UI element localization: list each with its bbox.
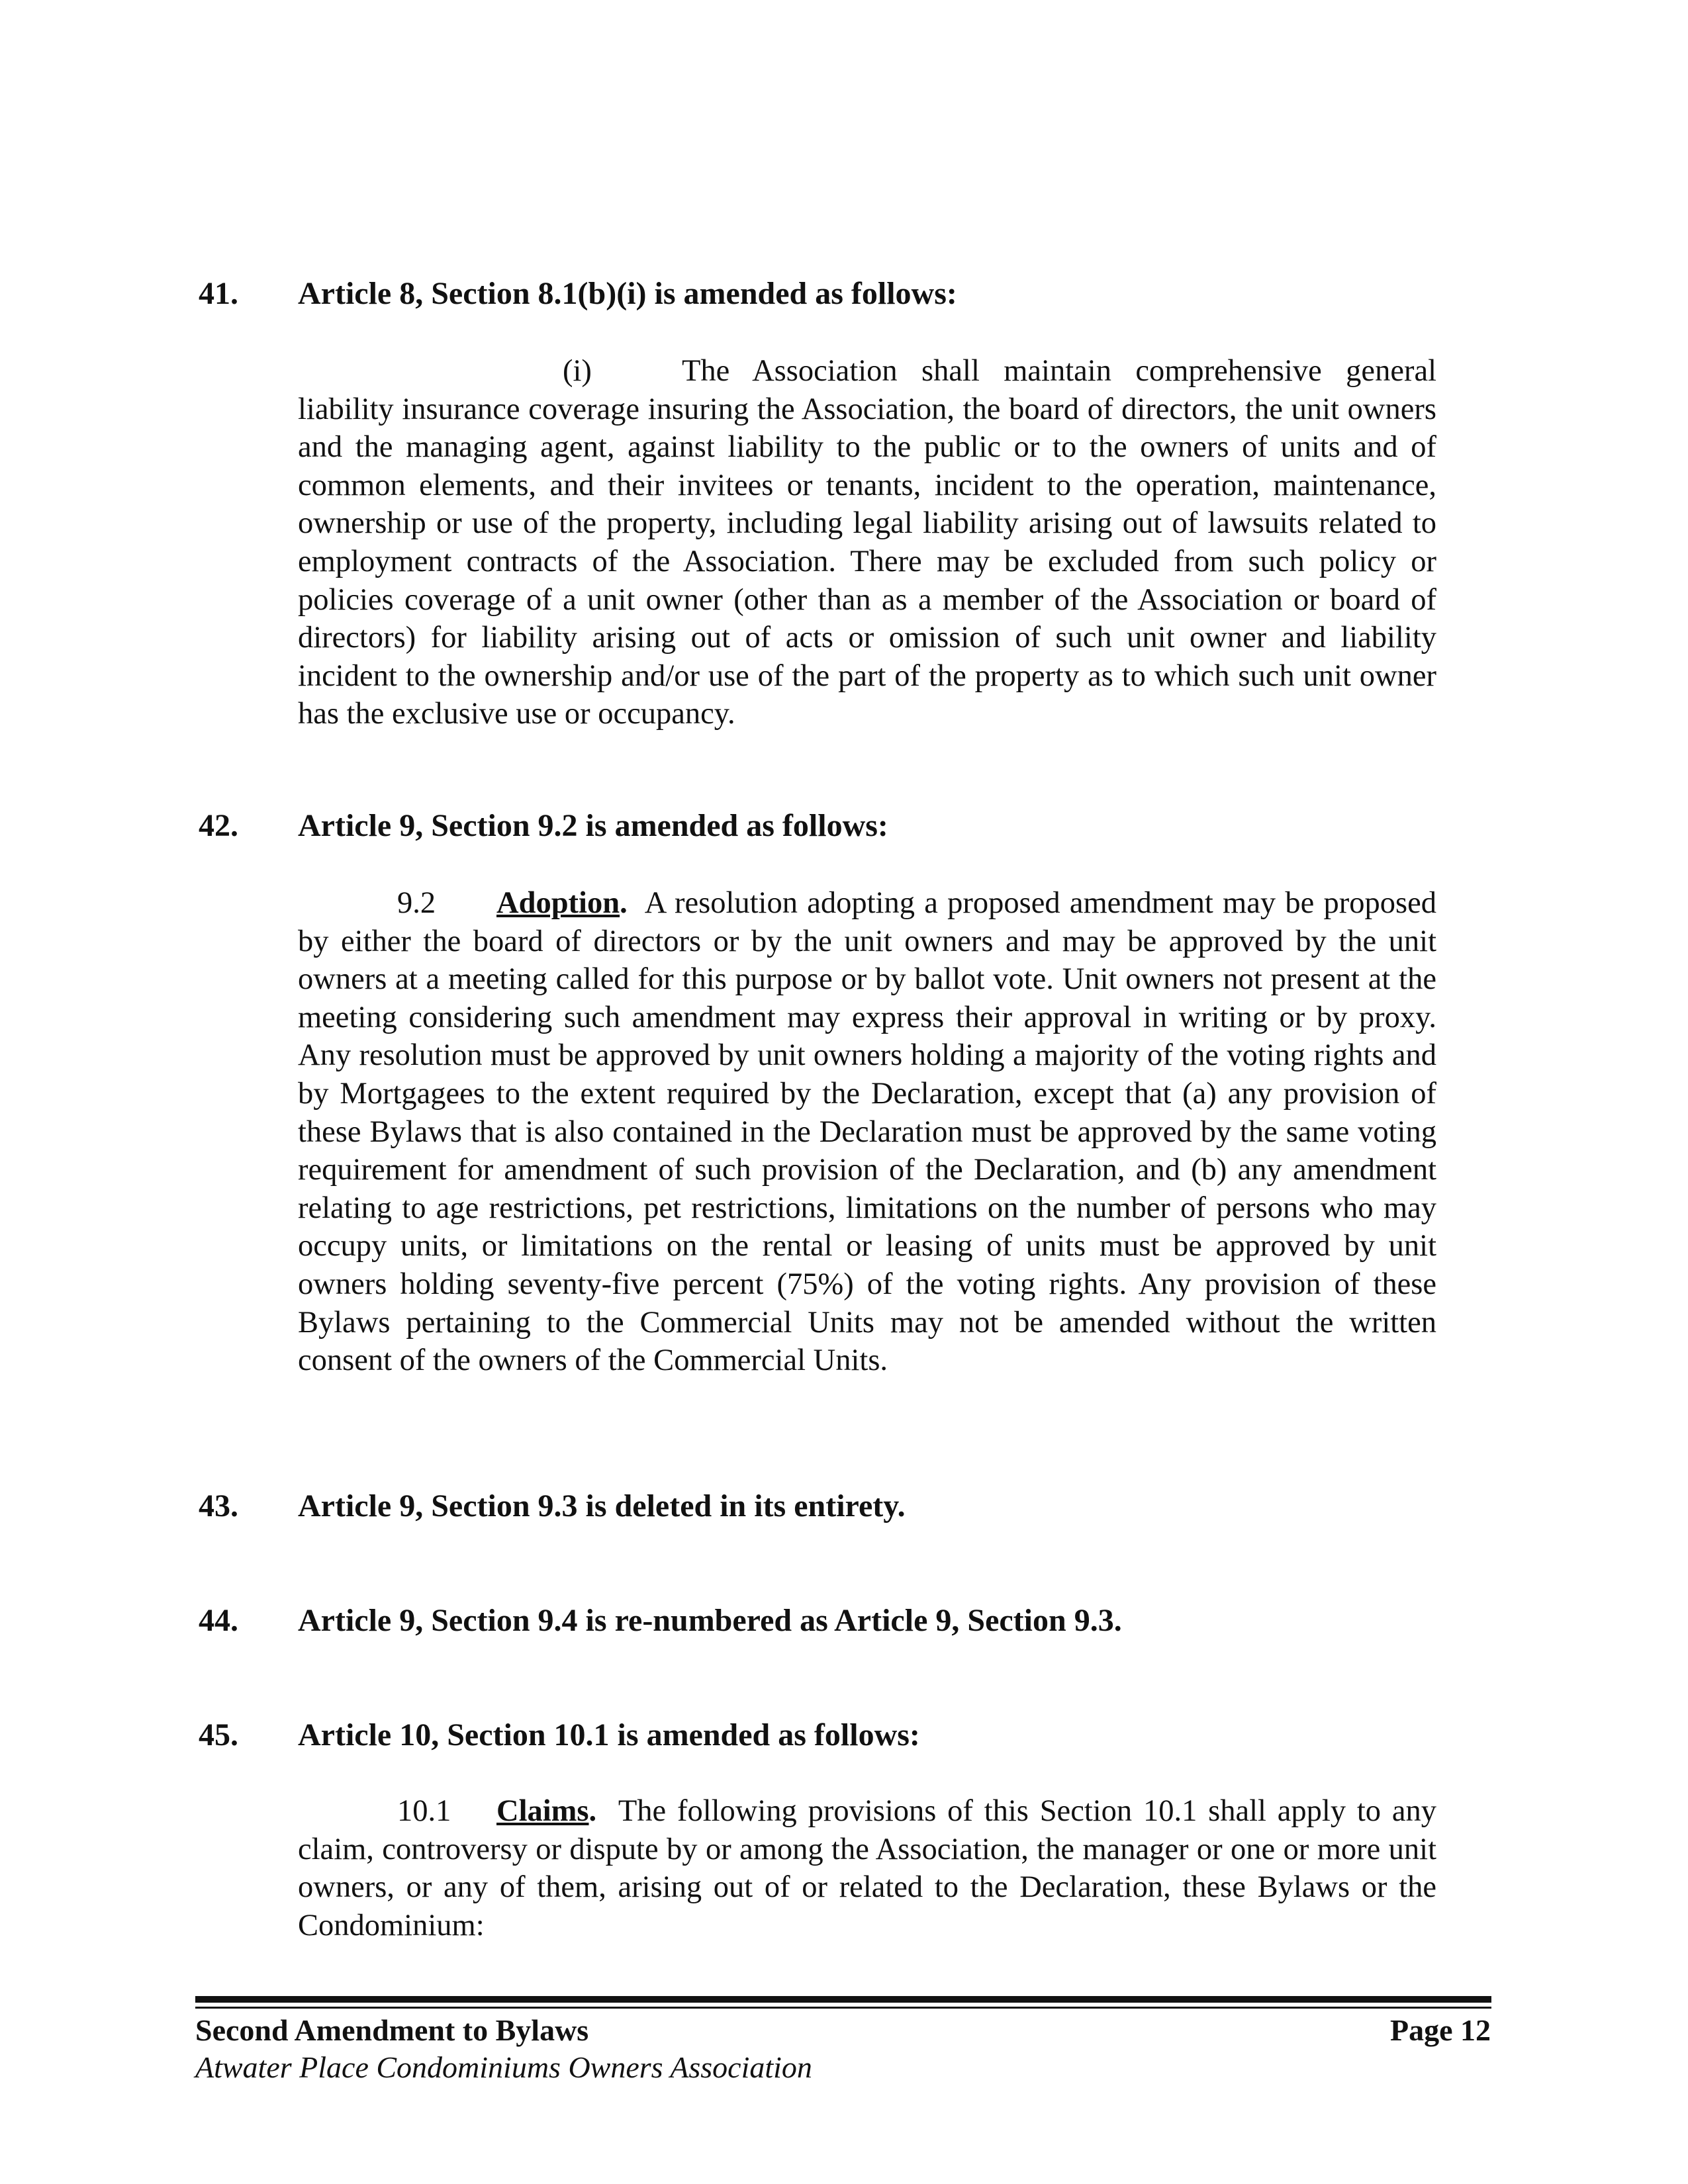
paragraph-45: 10.1 Claims. The following provisions of this Section 10.1 shall apply to any claim, controversy or dispute by or among the Association, the manager or one or more unit owners, or any of them, arising out of or related to the Declaration, these Bylaws or the Condominium:: [298, 1792, 1436, 1944]
paragraph-42: 9.2 Adoption. A resolution adopting a proposed amendment may be proposed by either the board of directors or by the unit owners and may be approved by the unit owners at a meeting called for this purpose or by ballot vote. Unit owners not present at the meeting considering such amendment may express their approval in writing or by proxy. Any resolution must be approved by unit owners holding a majority of the voting rights and by Mortgagees to the extent required by the Declaration, except that (a) any provision of these Bylaws that is also contained in the Declaration must be approved by the same voting requirement for amendment of such provision of the Declaration, and (b) any amendment relating to age restrictions, pet restrictions, limitations on the number of persons who may occupy units, or limitations on the rental or leasing of units must be approved by unit owners holding seventy-five percent (75%) of the voting rights. Any provision of these Bylaws pertaining to the Commercial Units may not be amended without the written consent of the owners of the Commercial Units.: [298, 884, 1436, 1380]
item-number: 43.: [199, 1488, 238, 1524]
subsection-label: (i): [563, 354, 592, 388]
paragraph-text: The following provisions of this Section 10.1 shall apply to any claim, controversy or dispute by or among the Association, the manager or one or more unit owners, or any of them, arising out of or related to the Declaration, these Bylaws or the Condominium:: [298, 1794, 1436, 1942]
item-number: 44.: [199, 1603, 238, 1638]
footer-subtitle: Atwater Place Condominiums Owners Association: [195, 2050, 812, 2084]
section-heading-44: [199, 1601, 1122, 1641]
heading-text: Article 9, Section 9.2 is amended as follows:: [298, 808, 888, 843]
section-heading-41: [199, 274, 957, 314]
footer-divider: [195, 1996, 1491, 2003]
section-label: 10.1: [397, 1794, 451, 1828]
section-label: 9.2: [397, 886, 436, 920]
paragraph-text: The Association shall maintain comprehensive general liability insurance coverage insuring the Association, the board of directors, the unit owners and the managing agent, against liability to the public or to the owners of units and of common elements, and their invitees or tenants, incident to the operation, maintenance, ownership or use of the property, including legal liability arising out of lawsuits related to employment contracts of the Association. There may be excluded from such policy or policies coverage of a unit owner (other than as a member of the Association or board of directors) for liability arising out of acts or omission of such unit owner and liability incident to the ownership and/or use of the part of the property as to which such unit owner has the exclusive use or occupancy.: [298, 354, 1436, 731]
heading-text: Article 9, Section 9.3 is deleted in its entirety.: [298, 1488, 906, 1524]
section-heading-45: [199, 1715, 920, 1755]
section-term: Adoption: [496, 886, 620, 920]
item-number: 45.: [199, 1717, 238, 1752]
heading-text: Article 9, Section 9.4 is re-numbered as Article 9, Section 9.3.: [298, 1603, 1122, 1638]
footer-title: Second Amendment to Bylaws: [195, 2013, 589, 2047]
paragraph-text: A resolution adopting a proposed amendment may be proposed by either the board of directors or by the unit owners and may be approved by the unit owners at a meeting called for this purpose or by ballot vote. Unit owners not present at the meeting considering such amendment may express their approval in writing or by proxy. Any resolution must be approved by unit owners holding a majority of the voting rights and by Mortgagees to the extent required by the Declaration, except that (a) any provision of these Bylaws that is also contained in the Declaration must be approved by the same voting requirement for amendment of such provision of the Declaration, and (b) any amendment relating to age restrictions, pet restrictions, limitations on the number of persons who may occupy units, or limitations on the rental or leasing of units must be approved by unit owners holding seventy-five percent (75%) of the voting rights. Any provision of these Bylaws pertaining to the Commercial Units may not be amended without the written consent of the owners of the Commercial Units.: [298, 886, 1437, 1378]
footer-divider-thin: [195, 2007, 1491, 2009]
item-number: 42.: [199, 808, 238, 843]
section-heading-43: [199, 1486, 906, 1526]
section-heading-42: [199, 806, 888, 846]
heading-text: Article 10, Section 10.1 is amended as follows:: [298, 1717, 920, 1752]
section-term: Claims: [496, 1794, 589, 1828]
paragraph-41: [298, 352, 1436, 733]
heading-text: Article 8, Section 8.1(b)(i) is amended as follows:: [298, 276, 957, 311]
page-number: Page 12: [1389, 2013, 1491, 2047]
item-number: 41.: [199, 276, 238, 311]
